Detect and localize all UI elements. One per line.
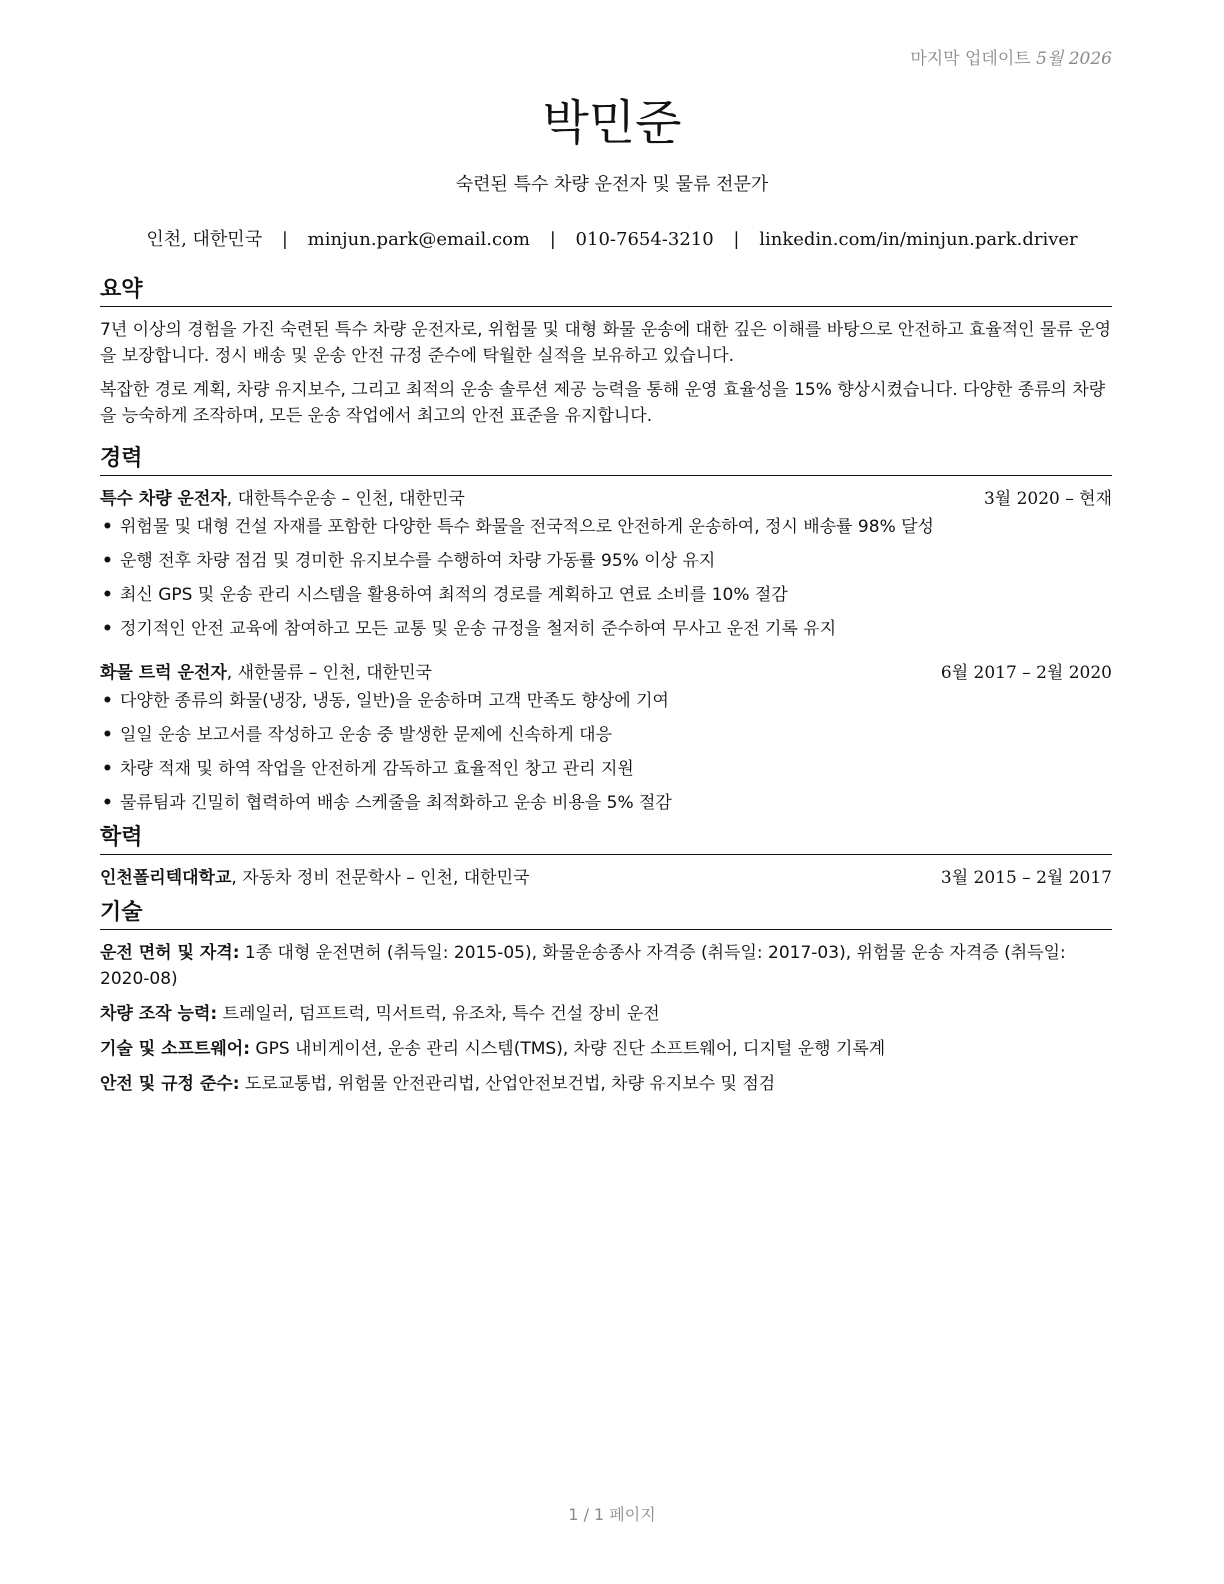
job-entry	[100, 660, 1112, 816]
last-updated-date: 5월 2026	[1036, 49, 1112, 69]
last-updated-label: 마지막 업데이트	[910, 49, 1031, 69]
person-name: 박민준	[542, 95, 682, 151]
summary-paragraph: 복잡한 경로 계획, 차량 유지보수, 그리고 최적의 운송 솔루션 제공 능력을 통해 운영 효율성을 15% 향상시켰습니다. 다양한 종류의 차량을 능숙하게 조작하며, 모든 운송 작업에서 최고의 안전 표준을 유지합니다.	[100, 380, 1106, 426]
job-bullet: • 최신 GPS 및 운송 관리 시스템을 활용하여 최적의 경로를 계획하고 연료 소비를 10% 절감	[100, 582, 1112, 608]
job-bullet: • 물류팀과 긴밀히 협력하여 배송 스케줄을 최적화하고 운송 비용을 5% 절감	[100, 790, 1112, 816]
skill-label: 운전 면허 및 자격:	[100, 943, 240, 963]
experience-section	[100, 445, 1112, 816]
section-title-education: 학력	[100, 824, 1112, 855]
job-header	[100, 660, 1112, 686]
job-role: 화물 트럭 운전자	[100, 663, 227, 683]
job-bullet: • 위험물 및 대형 건설 자재를 포함한 다양한 특수 화물을 전국적으로 안전하게 운송하여, 정시 배송률 98% 달성	[100, 514, 1112, 540]
contact-separator: |	[549, 229, 556, 250]
job-org: , 대한특수운송 – 인천, 대한민국	[226, 489, 465, 509]
skill-line	[100, 940, 1112, 992]
contact-line	[0, 225, 1224, 251]
skill-value: 트레일러, 덤프트럭, 믹서트럭, 유조차, 특수 건설 장비 운전	[217, 1004, 660, 1024]
contact-separator: |	[281, 229, 288, 250]
education-detail: , 자동차 정비 전문학사 – 인천, 대한민국	[231, 868, 530, 888]
contact-email[interactable]: minjun.park@email.com	[307, 229, 530, 250]
education-school: 인천폴리텍대학교	[100, 868, 232, 888]
contact-linkedin[interactable]: linkedin.com/in/minjun.park.driver	[759, 229, 1078, 250]
skill-line	[100, 1001, 1112, 1027]
job-entry	[100, 486, 1112, 642]
job-bullet: • 운행 전후 차량 점검 및 경미한 유지보수를 수행하여 차량 가동률 95% 이상 유지	[100, 548, 1112, 574]
last-updated	[910, 44, 1112, 69]
job-bullets	[100, 514, 1112, 642]
job-org: , 새한물류 – 인천, 대한민국	[226, 663, 432, 683]
contact-separator: |	[733, 229, 740, 250]
skill-label: 기술 및 소프트웨어:	[100, 1039, 251, 1059]
skill-line	[100, 1071, 1112, 1097]
job-bullet: • 일일 운송 보고서를 작성하고 운송 중 발생한 문제에 신속하게 대응	[100, 722, 1112, 748]
job-bullet: • 정기적인 안전 교육에 참여하고 모든 교통 및 운송 규정을 철저히 준수하여 무사고 운전 기록 유지	[100, 616, 1112, 642]
skill-value: GPS 내비게이션, 운송 관리 시스템(TMS), 차량 진단 소프트웨어, 디지털 운행 기록계	[250, 1039, 886, 1059]
contact-location: 인천, 대한민국	[146, 229, 263, 250]
job-dates: 6월 2017 – 2월 2020	[940, 663, 1112, 683]
job-header	[100, 486, 1112, 512]
job-bullet: • 다양한 종류의 화물(냉장, 냉동, 일반)을 운송하며 고객 만족도 향상에 기여	[100, 688, 1112, 714]
job-role: 특수 차량 운전자	[100, 489, 227, 509]
skill-value: 1종 대형 운전면허 (취득일: 2015-05), 화물운송종사 자격증 (취득일: 2017-03), 위험물 운송 자격증 (취득일: 2020-08)	[100, 943, 1066, 989]
skill-line	[100, 1036, 1112, 1062]
job-bullet: • 차량 적재 및 하역 작업을 안전하게 감독하고 효율적인 창고 관리 지원	[100, 756, 1112, 782]
job-dates: 3월 2020 – 현재	[983, 489, 1112, 509]
headline: 숙련된 특수 차량 운전자 및 물류 전문가	[455, 174, 769, 195]
contact-phone: 010-7654-3210	[575, 229, 714, 250]
section-title-summary: 요약	[100, 276, 1112, 307]
education-dates: 3월 2015 – 2월 2017	[940, 868, 1112, 888]
skill-label: 안전 및 규정 준수:	[100, 1074, 240, 1094]
page-number: 1 / 1 페이지	[568, 1505, 656, 1524]
skills-section	[100, 899, 1112, 1097]
education-entry	[100, 865, 1112, 891]
resume-content	[100, 276, 1112, 1106]
skill-value: 도로교통법, 위험물 안전관리법, 산업안전보건법, 차량 유지보수 및 점검	[239, 1074, 776, 1094]
summary-paragraph: 7년 이상의 경험을 가진 숙련된 특수 차량 운전자로, 위험물 및 대형 화물 운송에 대한 깊은 이해를 바탕으로 안전하고 효율적인 물류 운영을 보장합니다. 정시 배송 및 운송 안전 규정 준수에 탁월한 실적을 보유하고 있습니다.	[100, 320, 1112, 366]
skill-label: 차량 조작 능력:	[100, 1004, 218, 1024]
section-title-experience: 경력	[100, 445, 1112, 476]
job-bullets	[100, 688, 1112, 816]
education-section	[100, 824, 1112, 891]
summary-section	[100, 276, 1112, 429]
section-title-skills: 기술	[100, 899, 1112, 930]
